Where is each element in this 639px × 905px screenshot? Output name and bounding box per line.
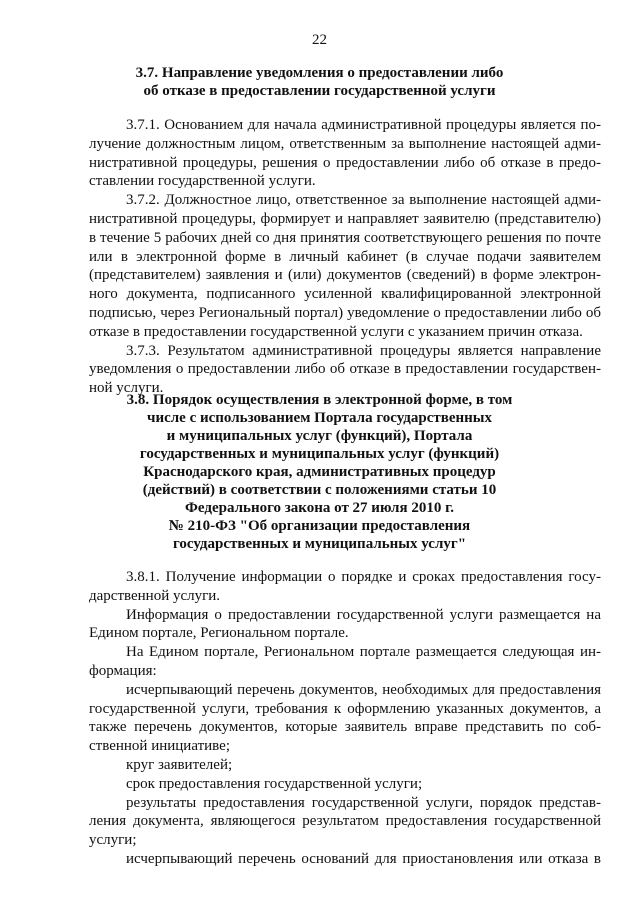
- paragraph-results: [89, 794, 601, 850]
- heading-line: государственных и муниципальных услуг (функций): [139, 446, 500, 462]
- section-3-7-body: [89, 116, 601, 398]
- text-line: ственной инициативе;: [89, 738, 231, 755]
- text-line: 3.7.3. Результатом административной процедуры является направление: [126, 342, 601, 359]
- text-line: нистративной процедуры, формирует и направляет заявителю (представителю): [89, 210, 601, 227]
- paragraph-grounds: [89, 850, 601, 869]
- paragraph-term: [89, 775, 601, 794]
- text-line: отказе в предоставлении государственной услуги с указанием причин отказа.: [89, 323, 583, 340]
- text-line: формация:: [89, 662, 157, 679]
- heading-line: (действий) в соответствии с положениями статьи 10: [142, 482, 497, 498]
- text-line: ного документа, подписанного усиленной квалифицированной электронной: [89, 286, 601, 303]
- heading-line: об отказе в предоставлении государственной услуги: [143, 83, 496, 99]
- text-line: 3.7.1. Основанием для начала административной процедуры является по-: [126, 117, 601, 133]
- text-line: также перечень документов, которые заявитель вправе представить по соб-: [89, 719, 601, 736]
- heading-line: 3.8. Порядок осуществления в электронной форме, в том: [126, 392, 513, 408]
- paragraph-document-list: [89, 681, 601, 756]
- text-line: ной услуги.: [89, 380, 164, 397]
- text-line: подписью, через Региональный портал) уведомление о предоставлении либо об: [89, 304, 601, 321]
- paragraph-3-7-1: [89, 116, 601, 191]
- heading-line: государственных и муниципальных услуг": [172, 536, 467, 552]
- paragraph-applicants: [89, 756, 601, 775]
- text-line: 3.7.2. Должностное лицо, ответственное за выполнение настоящей адми-: [126, 192, 601, 209]
- heading-line: и муниципальных услуг (функций), Портала: [166, 428, 473, 444]
- paragraph-3-7-2: [89, 191, 601, 341]
- text-line: ления документа, являющегося результатом предоставления государственной: [89, 813, 601, 830]
- text-line: ставлении государственной услуги.: [89, 173, 316, 190]
- page-number: 22: [312, 32, 327, 48]
- text-line: Едином портале, Региональном портале.: [89, 625, 349, 642]
- heading-line: числе с использованием Портала государственных: [147, 410, 492, 426]
- text-line: в течение 5 рабочих дней со дня принятия соответствующего решения по почте: [89, 229, 601, 246]
- paragraph-3-8-1: [89, 568, 601, 606]
- heading-line: № 210-ФЗ "Об организации предоставления: [168, 518, 471, 534]
- text-line: срок предоставления государственной услуги;: [126, 775, 423, 792]
- text-line: исчерпывающий перечень документов, необходимых для предоставления: [126, 681, 601, 698]
- section-3-8-body: [89, 568, 601, 869]
- text-line: круг заявителей;: [126, 756, 233, 773]
- text-line: нистративной процедуры, решения о предоставлении либо об отказе в предо-: [89, 154, 601, 171]
- text-line: исчерпывающий перечень оснований для приостановления или отказа в: [126, 850, 601, 867]
- text-line: На Едином портале, Региональном портале размещается следующая ин-: [126, 644, 601, 661]
- text-line: дарственной услуги.: [89, 587, 221, 604]
- text-line: государственной услуги, требования к оформлению указанных документов, а: [89, 700, 601, 717]
- section-3-8-heading: [0, 391, 639, 553]
- text-line: или в электронной форме в личный кабинет (в случае подачи заявителем: [89, 248, 601, 265]
- heading-line: 3.7. Направление уведомления о предоставлении либо: [135, 65, 504, 81]
- text-line: результаты предоставления государственной услуги, порядок представ-: [126, 794, 601, 811]
- text-line: (представителем) заявления и (или) документов (сведений) в форме электрон-: [89, 267, 601, 284]
- heading-line: Федерального закона от 27 июля 2010 г.: [185, 500, 454, 516]
- heading-line: Краснодарского края, административных процедур: [143, 464, 496, 480]
- text-line: услуги;: [89, 832, 137, 849]
- section-3-7-heading: [0, 64, 639, 100]
- text-line: Информация о предоставлении государственной услуги размещается на: [126, 606, 601, 623]
- text-line: 3.8.1. Получение информации о порядке и сроках предоставления госу-: [126, 569, 601, 585]
- text-line: лучение должностным лицом, ответственным за выполнение настоящей адми-: [89, 135, 601, 152]
- paragraph-3-7-3: [89, 342, 601, 398]
- paragraph-portal-info: [89, 643, 601, 681]
- text-line: уведомления о предоставлении либо об отказе в предоставлении государствен-: [89, 361, 601, 378]
- paragraph-info-placement: [89, 606, 601, 644]
